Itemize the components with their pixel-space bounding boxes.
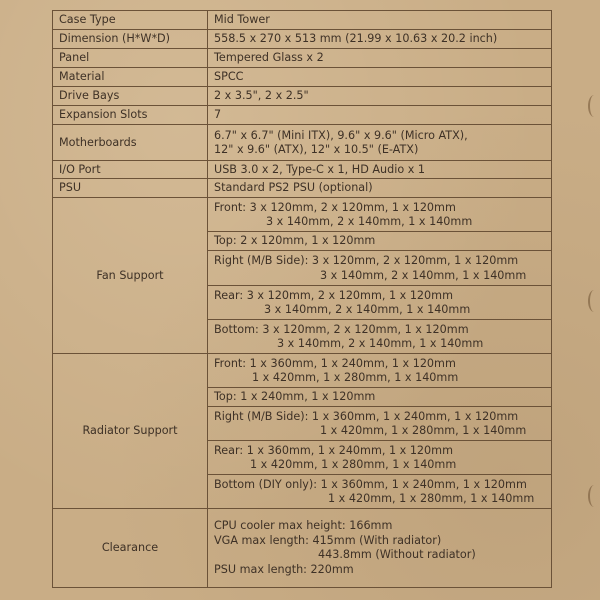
row-label-expansion-slots: Expansion Slots (53, 106, 208, 125)
spec-table (52, 10, 552, 588)
row-value-panel: Tempered Glass x 2 (208, 49, 552, 68)
row-value-material: SPCC (208, 68, 552, 87)
row-label-material: Material (53, 68, 208, 87)
radiator-bottom-line-1: Bottom (DIY only): 1 x 360mm, 1 x 240mm, 1 x 120mm (214, 477, 527, 491)
fan-rear (208, 286, 552, 320)
radiator-rear-line-2: 1 x 420mm, 1 x 280mm, 1 x 140mm (250, 458, 457, 471)
motherboards-line-2: 12" x 9.6" (ATX), 12" x 10.5" (E-ATX) (214, 143, 419, 156)
radiator-bottom (208, 475, 552, 509)
clearance-cpu: CPU cooler max height: 166mm (214, 519, 393, 532)
radiator-support-label: Radiator Support (53, 354, 208, 509)
table-row (53, 49, 552, 68)
radiator-top: Top: 1 x 240mm, 1 x 120mm (208, 388, 552, 407)
fan-bottom-line-2: 3 x 140mm, 2 x 140mm, 1 x 140mm (277, 337, 484, 350)
row-value-expansion-slots: 7 (208, 106, 552, 125)
row-label-panel: Panel (53, 49, 208, 68)
table-row (53, 87, 552, 106)
table-row (53, 125, 552, 161)
radiator-right-line-1: Right (M/B Side): 1 x 360mm, 1 x 240mm, 1 x 120mm (214, 409, 519, 423)
radiator-front-line-1: Front: 1 x 360mm, 1 x 240mm, 1 x 120mm (214, 356, 456, 370)
table-row (53, 198, 552, 232)
table-row (53, 30, 552, 49)
radiator-rear-line-1: Rear: 1 x 360mm, 1 x 240mm, 1 x 120mm (214, 443, 453, 457)
radiator-rear (208, 441, 552, 475)
row-label-drive-bays: Drive Bays (53, 87, 208, 106)
fan-bottom-line-1: Bottom: 3 x 120mm, 2 x 120mm, 1 x 120mm (214, 322, 469, 336)
table-row (53, 509, 552, 588)
spec-sheet (52, 10, 552, 588)
radiator-bottom-line-2: 1 x 420mm, 1 x 280mm, 1 x 140mm (328, 492, 535, 505)
row-label-dimension: Dimension (H*W*D) (53, 30, 208, 49)
box-edge-mark (588, 95, 600, 117)
row-label-psu: PSU (53, 179, 208, 198)
table-row (53, 68, 552, 87)
box-edge-mark (588, 485, 600, 507)
table-row (53, 161, 552, 179)
fan-rear-line-2: 3 x 140mm, 2 x 140mm, 1 x 140mm (264, 303, 471, 316)
clearance-psu: PSU max length: 220mm (214, 562, 354, 576)
clearance-label: Clearance (53, 509, 208, 588)
row-value-case-type: Mid Tower (208, 11, 552, 30)
fan-front-line-2: 3 x 140mm, 2 x 140mm, 1 x 140mm (266, 215, 473, 228)
row-value-io-port: USB 3.0 x 2, Type-C x 1, HD Audio x 1 (208, 161, 552, 179)
fan-right-line-2: 3 x 140mm, 2 x 140mm, 1 x 140mm (320, 268, 527, 282)
fan-top: Top: 2 x 120mm, 1 x 120mm (208, 232, 552, 251)
table-row (53, 354, 552, 388)
row-value-motherboards (208, 125, 552, 161)
row-value-drive-bays: 2 x 3.5", 2 x 2.5" (208, 87, 552, 106)
fan-bottom (208, 320, 552, 354)
row-label-case-type: Case Type (53, 11, 208, 30)
fan-rear-line-1: Rear: 3 x 120mm, 2 x 120mm, 1 x 120mm (214, 288, 453, 302)
radiator-right-line-2: 1 x 420mm, 1 x 280mm, 1 x 140mm (320, 424, 527, 437)
row-value-psu: Standard PS2 PSU (optional) (208, 179, 552, 198)
table-row (53, 106, 552, 125)
motherboards-line-1: 6.7" x 6.7" (Mini ITX), 9.6" x 9.6" (Micro ATX), (214, 128, 468, 142)
table-row (53, 11, 552, 30)
radiator-front-line-2: 1 x 420mm, 1 x 280mm, 1 x 140mm (252, 371, 459, 384)
clearance-vga-1: VGA max length: 415mm (With radiator) (214, 533, 442, 547)
fan-support-label: Fan Support (53, 198, 208, 354)
radiator-front (208, 354, 552, 388)
radiator-right (208, 407, 552, 441)
fan-front-line-1: Front: 3 x 120mm, 2 x 120mm, 1 x 120mm (214, 200, 456, 214)
clearance-values (208, 509, 552, 588)
fan-right-line-1: Right (M/B Side): 3 x 120mm, 2 x 120mm, 1 x 120mm (214, 254, 519, 267)
box-edge-mark (588, 290, 600, 312)
row-value-dimension: 558.5 x 270 x 513 mm (21.99 x 10.63 x 20.2 inch) (208, 30, 552, 49)
clearance-vga-2: 443.8mm (Without radiator) (318, 548, 476, 561)
row-label-io-port: I/O Port (53, 161, 208, 179)
fan-right (208, 251, 552, 286)
fan-front (208, 198, 552, 232)
table-row (53, 179, 552, 198)
row-label-motherboards: Motherboards (53, 125, 208, 161)
